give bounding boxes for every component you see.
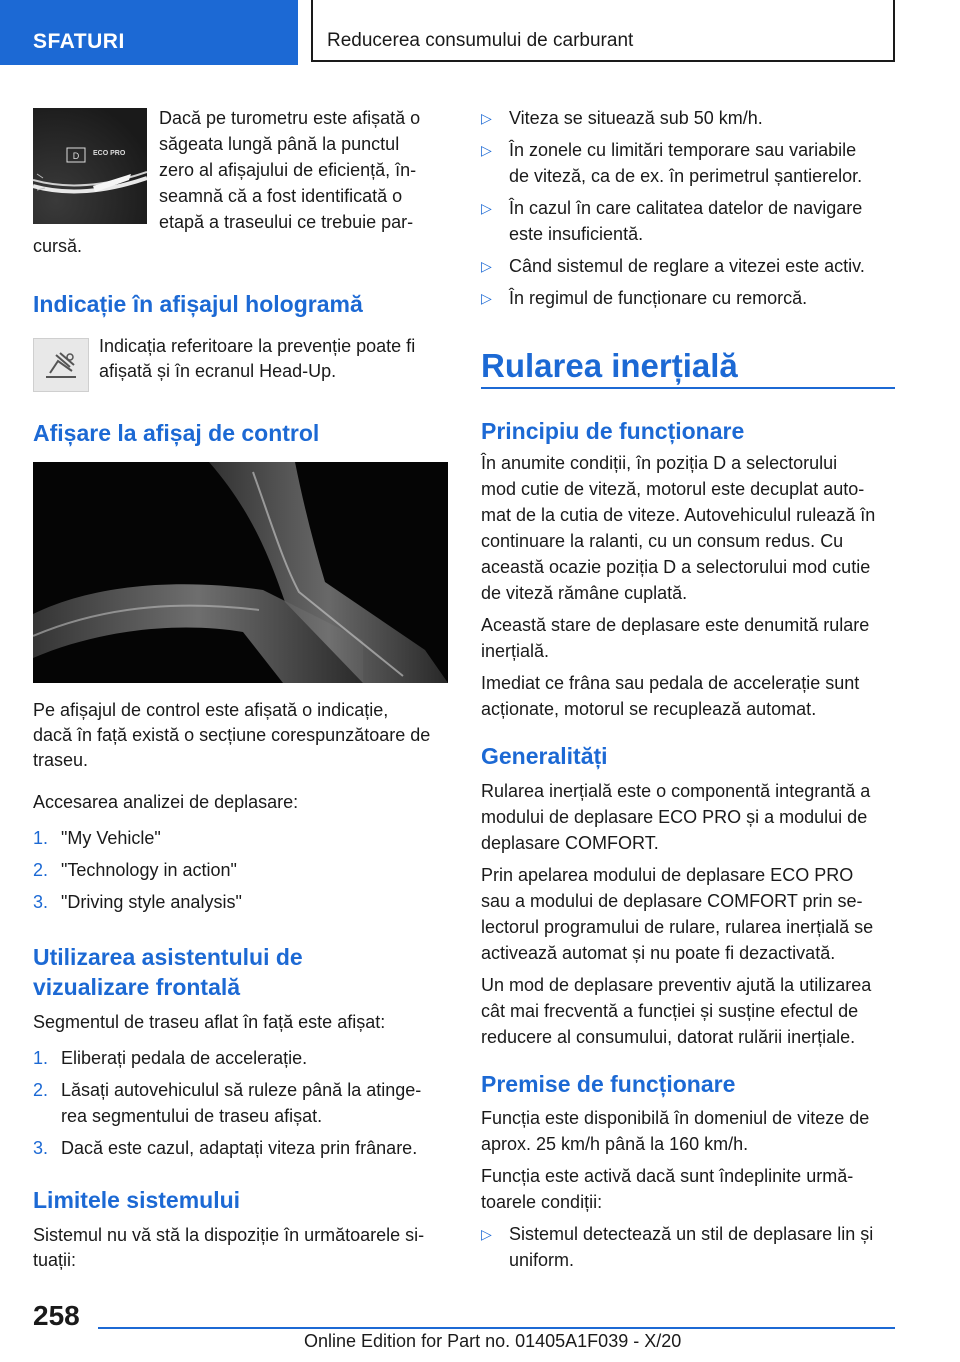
list-item: 2. "Technology in action" — [33, 860, 237, 880]
heading-general: Generalități — [481, 743, 608, 769]
assist-steps-list — [33, 1045, 448, 1161]
list-item: 1. "My Vehicle" — [33, 828, 161, 848]
header-chapter-label: Reducerea consumului de carburant — [327, 30, 634, 51]
footer-edition: Online Edition for Part no. 01405A1F039 - X/20 — [304, 1331, 682, 1351]
intro-line: etapă a traseului ce trebuie par- — [159, 212, 414, 232]
control-paragraph-line: Pe afișajul de control este afișată o indicație, — [33, 700, 389, 720]
list-item: ▷ Viteza se situează sub 50 km/h. — [481, 105, 895, 131]
page-number: 258 — [33, 1300, 80, 1331]
assist-intro: Segmentul de traseu aflat în față este afișat: — [33, 1012, 386, 1032]
control-paragraph-line: dacă în față există o secțiune corespunzătoare de — [33, 725, 431, 745]
prerequisites-bullet-list — [481, 1221, 895, 1273]
heading-control-display: Afișare la afișaj de control — [33, 420, 320, 446]
hud-warning-icon — [33, 338, 89, 392]
header-chapter-box — [311, 0, 895, 62]
triangle-bullet-icon: ▷ — [481, 200, 492, 216]
list-item: ▷ În cazul în care calitatea datelor de navigare este insuficientă. — [481, 195, 895, 247]
tacho-gear-label: D — [72, 151, 80, 161]
principle-text: În anumite condiții, în poziția D a selectorului mod cutie de viteză, motorul este decuplat auto- mat de la cutia de viteze. Autovehiculul rulează în continuare la ralanti, cu un consum redus. Cu această ocazie poziția D a selectorului mod cutie de viteză rămâne cuplată. Această stare de deplasare este denumită rulare inerțială. Imediat ce frâna sau pedala de accelerație sunt acționate, motorul se recuplează automat. — [481, 453, 876, 719]
header-section-label: SFATURI — [33, 30, 125, 53]
hologram-line: Indicația referitoare la prevenție poate fi — [99, 336, 416, 356]
triangle-bullet-icon: ▷ — [481, 258, 492, 274]
list-item: 2. Lăsați autovehiculul să ruleze până la atinge- rea segmentului de traseu afișat. — [33, 1080, 422, 1126]
list-item: ▷ În regimul de funcționare cu remorcă. — [481, 285, 895, 311]
tacho-mode-label: ECO PRO — [93, 150, 126, 157]
heading-principle: Principiu de funcționare — [481, 418, 745, 444]
footer-rule — [98, 1327, 895, 1329]
list-item: ▷ Când sistemul de reglare a vitezei este activ. — [481, 253, 895, 279]
heading-assist: Utilizarea asistentului de — [33, 944, 303, 970]
heading-limits: Limitele sistemului — [33, 1187, 241, 1213]
list-item: 3. "Driving style analysis" — [33, 892, 242, 912]
intro-line: Dacă pe turometru este afișată o — [159, 108, 421, 128]
heading-underline — [481, 387, 895, 389]
control-paragraph-line: Accesarea analizei de deplasare: — [33, 792, 299, 812]
triangle-bullet-icon: ▷ — [481, 1226, 492, 1242]
intro-line: săgeata lungă până la punctul — [159, 134, 400, 154]
header-section-tab — [0, 0, 298, 65]
intro-line: seamnă că a fost identificată o — [159, 186, 403, 206]
tachometer-image — [33, 108, 147, 224]
triangle-bullet-icon: ▷ — [481, 142, 492, 158]
hologram-line: afișată și în ecranul Head-Up. — [99, 361, 337, 381]
intro-line: zero al afișajului de eficiență, în- — [159, 160, 417, 180]
triangle-bullet-icon: ▷ — [481, 110, 492, 126]
limits-intro-line: tuații: — [33, 1250, 77, 1270]
heading-hologram: Indicație în afișajul hologramă — [33, 291, 363, 317]
limits-bullet-list — [481, 105, 895, 311]
list-item: 1. Eliberați pedala de accelerație. — [33, 1048, 308, 1068]
list-item: 3. Dacă este cazul, adaptați viteza prin frânare. — [33, 1138, 418, 1158]
analysis-steps-list — [33, 825, 448, 915]
heading-assist: vizualizare frontală — [33, 974, 241, 1000]
limits-intro-line: Sistemul nu vă stă la dispoziție în următoarele si- — [33, 1225, 425, 1245]
road-preview-image — [33, 462, 448, 683]
heading-coasting: Rularea inerțială — [481, 347, 738, 384]
intro-line: cursă. — [33, 236, 83, 256]
triangle-bullet-icon: ▷ — [481, 290, 492, 306]
control-paragraph-line: traseu. — [33, 750, 89, 770]
list-item: ▷ Sistemul detectează un stil de deplasare lin și uniform. — [481, 1221, 895, 1273]
heading-prerequisites: Premise de funcționare — [481, 1071, 736, 1097]
list-item: ▷ În zonele cu limitări temporare sau variabile de viteză, ca de ex. în perimetrul șantierelor. — [481, 137, 895, 189]
general-text: Rularea inerțială este o componentă integrantă a modului de deplasare ECO PRO și a modului de deplasare COMFORT. Prin apelarea modului de deplasare ECO PRO sau a modului de deplasare COMFORT prin se- lectorul programului de rulare, rularea inerțială se activează automat și nu poate fi dezactivată. Un mod de deplasare preventiv ajută la utilizarea cât mai frecventă a funcției și susține efectul de reducere al consumului, datorat rulării inerțiale. — [481, 781, 874, 1047]
prerequisites-text: Funcția este disponibilă în domeniul de viteze de aprox. 25 km/h până la 160 km/h. Funcția este activă dacă sunt îndeplinite urmă- toarele condiții: — [481, 1108, 870, 1212]
